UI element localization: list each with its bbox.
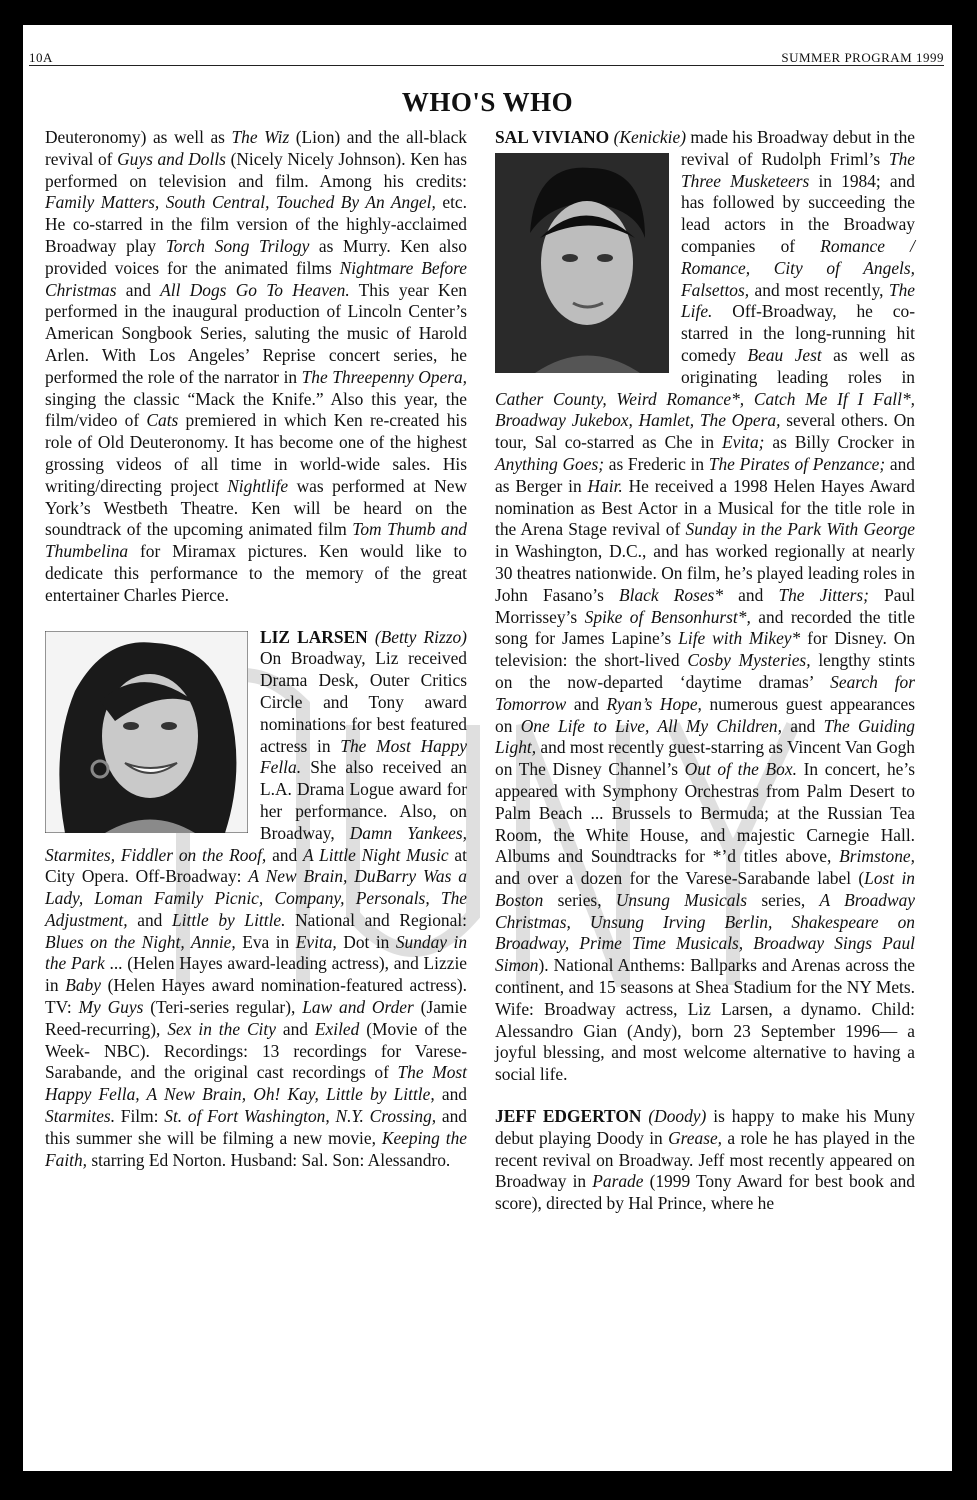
bio-text: In concert, he’s appeared with Symphony Orchestras from Palm Desert to Palm Beach ... Brussels to Bermuda; at the Russian Tea Room, the White House, and majestic Carnegie Hall. Albums and Soundtracks for *’d titles above, xyxy=(495,759,915,867)
headshot-sal-viviano xyxy=(495,153,669,373)
bio-text: as well as originating leading roles in xyxy=(681,344,915,387)
italic-title: Exiled xyxy=(314,1018,360,1039)
bio-text: made his Broadway debut in the revival of Rudolph Friml’s xyxy=(681,127,915,169)
italic-title: Beau Jest xyxy=(747,344,822,365)
italic-title: The Most Happy Fella. xyxy=(260,735,467,778)
italic-title: Evita, xyxy=(295,931,337,952)
italic-title: Anything Goes; xyxy=(495,453,605,474)
program-page xyxy=(23,25,952,1471)
left-column xyxy=(45,127,467,1171)
bio-text: premiered in which Ken re-created his role of Old Deuteronomy. It has become one of the highest grossing videos of all time in world-wide sales. His writing/directing project xyxy=(45,410,467,496)
bio-text: and xyxy=(723,584,779,605)
italic-title: Sunday in the Park xyxy=(45,931,468,974)
italic-title: Life with Mikey* xyxy=(678,628,801,649)
bio-text: (Jamie Reed-recurring), xyxy=(45,997,468,1039)
bio-text: lengthy stints on the now-departed ‘daytime dramas’ xyxy=(495,650,915,692)
bio-text: (Nicely Nicely Johnson). Ken has performed on television and film. Among his credits: xyxy=(45,148,468,191)
italic-title: Black Roses* xyxy=(619,584,724,605)
italic-title: Blues on the Night, Annie, xyxy=(45,931,236,952)
bio-text: and xyxy=(116,279,161,300)
bio-text: singing the classic “Mack the Knife.” Also this year, the film/video of xyxy=(45,388,467,431)
bio-text: for Disney. On television: the short-lived xyxy=(495,628,916,671)
page-number: 10A xyxy=(29,50,53,65)
italic-title: Spike of Bensonhurst*, xyxy=(584,606,751,627)
bio-text: as Frederic in xyxy=(604,453,709,474)
italic-title: Guys and Dolls xyxy=(117,148,226,169)
bio-text: as Billy Crocker in xyxy=(764,432,915,453)
bio-text: (Teri-series regular), xyxy=(143,997,303,1018)
italic-title: The Jitters; xyxy=(778,584,869,605)
bio-text: and recorded the title song for James Lapine’s xyxy=(495,606,915,649)
italic-title: Evita; xyxy=(721,432,765,453)
italic-title: The Three Musketeers xyxy=(681,148,915,191)
headshot-liz-larsen xyxy=(45,631,248,833)
right-column xyxy=(495,127,915,1215)
bio-text: and xyxy=(434,1084,467,1105)
bio-text: was performed at New York’s Westbeth Theatre. Ken will be heard on the soundtrack of the upcoming animated film xyxy=(45,475,468,540)
bio-text: Deuteronomy) as well as xyxy=(45,127,232,147)
italic-title: Law and Order xyxy=(302,997,414,1018)
bio-liz-larsen xyxy=(45,627,467,1172)
bio-text: and most recently guest-starring as Vincent Van Gogh on The Disney Channel’s xyxy=(495,737,915,780)
bio-text: National and Regional: xyxy=(285,909,467,930)
italic-title: All Dogs Go To Heaven. xyxy=(160,279,350,300)
bio-text: ... (Helen Hayes award-leading actress), and Lizzie in xyxy=(45,953,467,996)
italic-title: Brimstone, xyxy=(839,846,915,867)
bio-text: is happy to make his Muny debut playing Doody in xyxy=(495,1106,915,1148)
italic-title: Torch Song Trilogy xyxy=(165,235,310,256)
bio-name-liz: LIZ LARSEN xyxy=(260,626,368,647)
italic-title: Nightmare Before Christmas xyxy=(45,257,467,300)
bio-ken-continued xyxy=(45,127,467,607)
italic-title: Search for Tomorrow xyxy=(495,671,915,714)
italic-title: Lost in Boston xyxy=(495,868,915,910)
italic-title: Damn Yankees, Starmites, Fiddler on the Roof, xyxy=(45,822,467,865)
italic-title: A New Brain, DuBarry Was a Lady, Loman Family Picnic, Company, Personals, The Adjustment, xyxy=(45,866,467,930)
italic-title: Parade xyxy=(592,1171,644,1192)
italic-title: St. of Fort Washington, N.Y. Crossing, xyxy=(164,1106,437,1127)
bio-text: starring Ed Norton. Husband: Sal. Son: Alessandro. xyxy=(87,1149,451,1170)
italic-title: The Wiz xyxy=(231,127,290,147)
bio-text: (Helen Hayes award nomination-featured actress). TV: xyxy=(45,975,467,1018)
bio-text: etc. He co-starred in the film version of the highly-acclaimed Broadway play xyxy=(45,192,468,256)
italic-title: Out of the Box. xyxy=(684,759,797,780)
italic-title: (Kenickie) xyxy=(609,127,686,147)
bio-text: Film: xyxy=(115,1106,165,1127)
italic-title: Cats xyxy=(146,410,179,431)
bio-text: and xyxy=(266,844,304,865)
italic-title: Unsung Musicals xyxy=(615,889,748,910)
italic-title: Ryan’s Hope, xyxy=(606,693,702,714)
running-header xyxy=(29,35,944,66)
section-title: WHO'S WHO xyxy=(401,87,574,117)
italic-title: Little by Little. xyxy=(172,909,286,930)
bio-name-jeff: JEFF EDGERTON xyxy=(495,1106,642,1127)
bio-text: several others. On tour, Sal co-starred as Che in xyxy=(495,410,915,453)
italic-title: Sex in the City xyxy=(167,1018,276,1039)
italic-title: (Doody) xyxy=(641,1106,707,1127)
italic-title: My Guys xyxy=(78,997,144,1018)
bio-text: and this summer she will be filming a new movie, xyxy=(45,1106,467,1148)
bio-text: in Washington, D.C., and has worked regionally at nearly 30 theatres nationwide. On film, he’s played leading roles in John Fasano’s xyxy=(495,541,915,605)
bio-text: Dot in xyxy=(336,931,396,952)
bio-text: as Murry. Ken also provided voices for the animated films xyxy=(45,235,467,278)
bio-text: at City Opera. Off-Broadway: xyxy=(45,844,467,887)
bio-text: (1999 Tony Award for best book and score), directed by Hal Prince, where he xyxy=(495,1171,915,1214)
bio-text: Paul Morrissey’s xyxy=(495,584,916,627)
italic-title: One Life to Live, All My Children, xyxy=(520,715,782,736)
italic-title: Cosby Mysteries, xyxy=(687,650,811,671)
italic-title: Romance / Romance, City of Angels, Falsettos, xyxy=(681,235,915,300)
italic-title: (Betty Rizzo) xyxy=(374,626,467,647)
bio-sal-viviano xyxy=(495,127,915,1086)
bio-text: This year Ken performed in the inaugural production of Lincoln Center’s American Songbook Series, saluting the music of Harold Arlen. With Los Angeles’ Reprise concert series, he performed the role of the narrator in xyxy=(45,279,467,387)
bio-text: Eva in xyxy=(235,931,296,952)
bio-jeff-edgerton xyxy=(495,1106,915,1215)
italic-title: Keeping the Faith, xyxy=(45,1127,467,1170)
bio-text: (Lion) and the all-black revival of xyxy=(45,127,467,169)
bio-text: He received a 1998 Helen Hayes Award nomination as Best Actor in a Musical for the title role in the Arena Stage revival of xyxy=(495,475,915,540)
bio-text: ). National Anthems: Ballparks and Arenas across the continent, and 15 seasons at Shea Stadium for the NY Mets. Wife: Broadway actress, Liz Larsen, a dynamo. Child: Alessandro Gian (Andy), born 23 September 1996— a joyful blessing, and most welcome alternative to having a social life. xyxy=(495,955,915,1085)
bio-text: and over a dozen for the Varese-Sarabande label ( xyxy=(495,868,865,889)
italic-title: Family Matters, South Central, Touched By An Angel, xyxy=(45,192,436,213)
italic-title: Nightlife xyxy=(227,475,289,496)
bio-text: She also received an L.A. Drama Logue award for her performance. Also, on Broadway, xyxy=(260,757,467,843)
bio-text: in 1984; and has followed by succeeding the lead actors in the Broadway companies of xyxy=(681,170,915,256)
italic-title: The Guiding Light, xyxy=(495,715,915,758)
bio-text: numerous guest appearances on xyxy=(495,693,915,736)
bio-text: and xyxy=(127,909,172,930)
bio-text: On Broadway, Liz received Drama Desk, Outer Critics Circle and Tony award nominations for best featured actress in xyxy=(260,648,467,756)
italic-title: The Threepenny Opera, xyxy=(301,366,467,387)
program-title: SUMMER PROGRAM 1999 xyxy=(781,50,944,65)
bio-name-sal: SAL VIVIANO xyxy=(495,127,610,147)
italic-title: Cather County, Weird Romance*, Catch Me If I Fall*, Broadway Jukebox, Hamlet, The Opera, xyxy=(495,388,915,431)
italic-title: A Broadway Christmas, Unsung Irving Berlin, Shakespeare on Broadway, Prime Time Musicals, Broadway Sings Paul Simon xyxy=(495,889,915,976)
bio-text: (Movie of the Week- NBC). Recordings: 13 recordings for Varese-Sarabande, and the original cast recordings of xyxy=(45,1018,467,1083)
bio-text: and xyxy=(275,1018,315,1039)
italic-title: The Pirates of Penzance; xyxy=(708,453,886,474)
bio-text: for Miramax pictures. Ken would like to dedicate this performance to the memory of the great entertainer Charles Pierce. xyxy=(45,541,467,605)
bio-text: series, xyxy=(543,889,616,910)
bio-text: Off-Broadway, he co-starred in the long-running hit comedy xyxy=(681,301,915,365)
italic-title: Tom Thumb and Thumbelina xyxy=(45,519,467,562)
italic-title: A Little Night Music xyxy=(303,844,449,865)
italic-title: Starmites. xyxy=(45,1106,116,1127)
bio-text: series, xyxy=(747,889,820,910)
italic-title: Sunday in the Park With George xyxy=(685,519,915,540)
bio-text: and xyxy=(566,693,607,714)
italic-title: The Most Happy Fella, A New Brain, Oh! Kay, Little by Little, xyxy=(45,1062,468,1105)
italic-title: Baby xyxy=(65,975,101,996)
italic-title: Hair. xyxy=(587,475,623,496)
bio-text: a role he has played in the recent revival on Broadway. Jeff most recently appeared on Broadway in xyxy=(495,1127,915,1192)
italic-title: Grease, xyxy=(668,1127,723,1148)
bio-text: and most recently, xyxy=(749,279,889,300)
italic-title: The Life. xyxy=(681,279,915,322)
bio-text: and xyxy=(781,715,824,736)
bio-text: and as Berger in xyxy=(495,453,915,496)
